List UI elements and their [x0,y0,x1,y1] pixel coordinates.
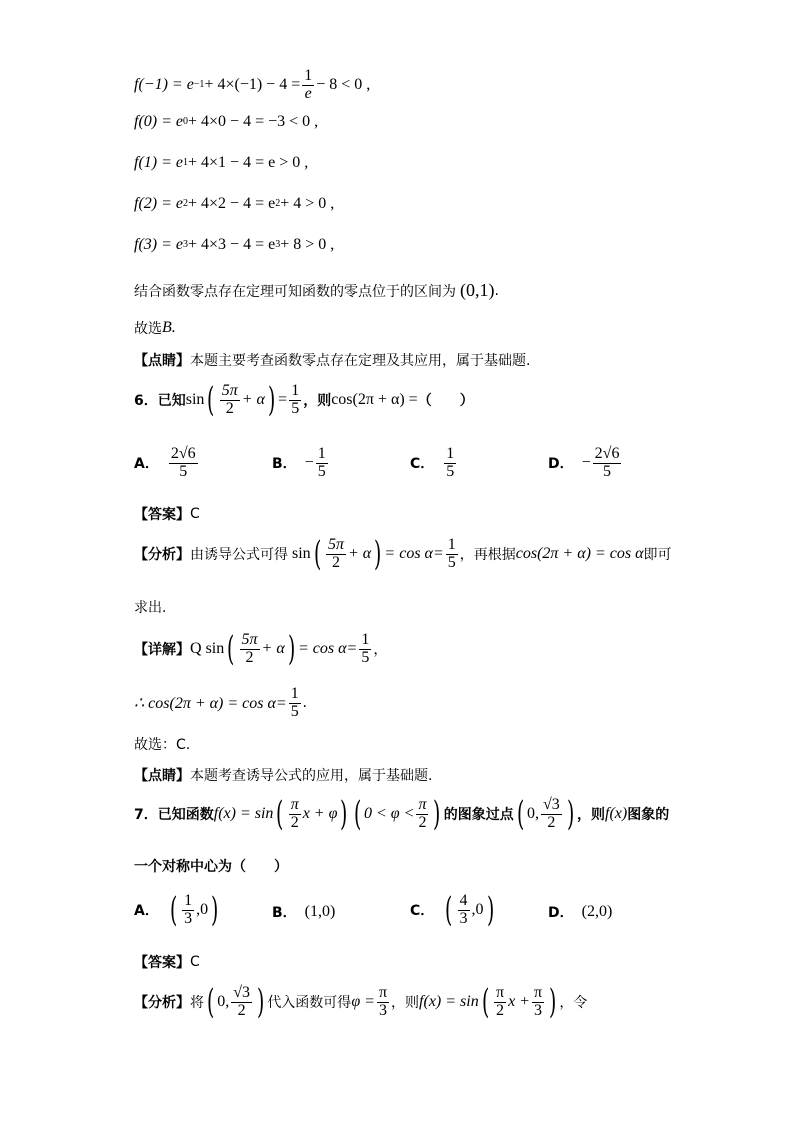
q7-phi-den: 3 [379,1001,387,1019]
q6-answer-tag: 【答案】 [134,507,190,523]
q6-choose-text: 故选：C. [134,737,191,753]
calc-5-lhs: f(3) = e [134,236,183,253]
q7-analysis-left-paren: ( [206,982,215,1023]
q6-answer-value: C [190,506,200,522]
q7-pt-left-paren: ( [516,794,524,835]
q7-analysis-b: 代入函数可得 [267,995,352,1012]
q6-plus-alpha: + α [241,391,265,409]
q7-fx3-den2: 3 [534,1001,542,1019]
q7-pt-den: 2 [547,813,556,831]
q6-option-c-num: 1 [446,445,455,462]
calc-4-end: + 4 > 0 , [280,195,335,212]
q6-analysis-rhs-den: 5 [447,553,456,571]
calc-1-mid: + 4×(−1) − 4 = [204,76,301,94]
q7-option-d-label: D． [548,905,574,921]
q6-option-d-den: 5 [603,462,612,480]
q7-analysis-den: 2 [237,1001,246,1019]
choose-b-text: 故选 [134,321,162,337]
q6-comment-text: 本题考查诱导公式的应用，属于基础题. [190,768,433,784]
q6-rhs-den: 5 [291,399,300,417]
q6-option-b[interactable] [272,446,330,481]
q6-detail-q: Q [190,640,202,658]
q7-analysis-pt-a: 0, [217,993,230,1011]
calc-3-end: + 4×1 − 4 = e > 0 , [188,154,309,171]
q6-right-paren: ) [267,380,276,421]
q7-answer-value: C [190,954,200,970]
q6-rhs-frac [289,383,301,418]
q6-answer [134,504,200,524]
conclusion-line [134,280,499,301]
q6-detail-left-paren: ( [227,629,235,670]
q7-right-paren: ) [340,794,348,835]
q7-option-c-tail: ,0 [471,901,484,919]
q6-analysis-rhs-frac [446,537,458,572]
q7-option-a-num: 1 [184,892,193,909]
q6-option-c-den: 5 [446,462,455,480]
q7-option-b[interactable] [272,902,335,922]
q6-option-d-sign: − [581,454,591,472]
calc-1-frac [302,68,314,103]
q6-option-b-label: B． [272,456,297,473]
calc-1-den: e [304,84,312,102]
q6-option-c[interactable] [410,446,458,481]
calc-5-end: + 8 > 0 , [280,236,335,253]
q7-phi-frac [377,985,389,1020]
q7-stem-e: 一个对称中心为（ ） [134,859,288,875]
q6-comment-tag: 【点睛】 [134,768,190,784]
calc-line-4: f(2) = e 2 + 4×2 − 4 = e 2 + 4 > 0 , [134,195,335,212]
q7-pt-a: 0, [526,805,539,823]
q7-pt-right-paren: ) [566,794,575,835]
conclusion-interval: (0,1) [460,280,495,300]
q6-option-a-den: 5 [179,462,188,480]
calc-1-end: − 8 < 0 , [316,76,371,94]
q7-analysis-right-paren: ) [257,982,265,1023]
conclusion-end: . [494,282,499,299]
q6-eq: = [278,391,288,409]
q7-cond-den: 2 [418,813,427,831]
q6-option-d-frac [593,446,622,481]
q7-analysis-a: 将 [190,995,204,1012]
q6-detail-frac [240,632,260,667]
q7-option-a-tail: ,0 [196,901,209,919]
q6-option-a[interactable] [134,446,200,481]
q6-frac-den: 2 [225,399,234,417]
q7-stem-2 [134,856,288,876]
q6-comment [134,765,432,785]
q6-therefore-end: . [302,694,307,712]
q7-option-a-label: A． [134,903,159,920]
q6-frac [220,383,240,418]
q6-analysis-tag: 【分析】 [134,547,190,564]
q7-fx3-frac2 [532,985,544,1020]
q6-rhs-num: 1 [291,382,300,399]
comment-5-tag: 【点睛】 [134,353,190,369]
calc-4-mid: + 4×2 − 4 = e [188,195,276,212]
q7-x-phi: x + φ [302,805,338,823]
q7-option-c-frac [458,893,470,928]
q7-option-c-label: C． [410,903,435,920]
calc-1-lhs: f(−1) = e [134,76,194,94]
calc-3-lhs: f(1) = e [134,154,183,171]
q7-fx3-frac1 [494,985,506,1020]
q7-analysis-frac [231,985,252,1020]
q7-pt-frac [541,797,562,832]
q6-detail-rhs-num: 1 [361,631,370,648]
calc-2-end: + 4×0 − 4 = −3 < 0 , [188,113,319,130]
q7-fx3-num1: π [495,984,505,1001]
q7-fx3-den1: 2 [496,1001,505,1019]
q7-option-a-right-paren: ) [211,890,219,931]
q7-cond: 0 < φ < [363,805,415,823]
q7-phi-eq: φ = [351,993,375,1011]
q7-cond-left-paren: ( [353,794,361,835]
q6-analysis-rhs-num: 1 [447,536,456,553]
q7-analysis-num: √3 [233,984,251,1001]
q6-option-b-num: 1 [317,445,326,462]
conclusion-text: 结合函数零点存在定理可知函数的零点位于的区间为 [134,283,456,300]
q7-fx3-num2: π [533,984,543,1001]
q7-answer [134,952,200,972]
q7-stem-c: ，则 [577,807,606,824]
q6-option-c-frac [444,446,456,481]
q6-frac-num: 5π [221,382,238,399]
q7-option-b-value: (1,0) [304,903,336,920]
q6-paren: （ ） [417,393,474,410]
q6-detail-rhs-den: 5 [361,648,370,666]
q7-left-paren: ( [276,794,284,835]
q6-detail-frac-den: 2 [245,648,254,666]
q7-pi-frac [289,797,301,832]
q6-analysis-frac [326,537,346,572]
calc-line-1: f(−1) = e −1 + 4×(−1) − 4 = $\frac{1}{e}$ − 8 < 0 , [134,67,371,102]
q6-option-a-num: 2√6 [170,445,196,462]
q7-stem-d: 图象的 [627,807,670,824]
q6-option-b-den: 5 [317,462,326,480]
q7-option-d[interactable] [548,902,612,922]
q6-option-a-frac [169,446,198,481]
choose-b-value: B. [162,319,176,336]
q6-analysis-right-paren: ) [374,534,382,575]
q6-analysis-sin: sin [292,545,311,563]
q6-stem-a: 6．已知 [134,393,186,410]
q6-option-d[interactable] [548,446,623,481]
q7-pi-den: 2 [290,813,299,831]
q7-option-a-frac [182,893,194,928]
q7-option-c[interactable] [410,890,497,931]
q6-analysis-frac-den: 2 [331,553,340,571]
q7-option-c-den: 3 [459,909,468,927]
q7-stem-b: 的图象过点 [443,807,514,824]
q6-detail-frac-num: 5π [241,631,258,648]
q6-detail-sin: sin [205,640,225,658]
q7-fx3: f(x) = sin [419,993,479,1011]
q7-option-c-num: 4 [459,892,468,909]
q6-sin: sin [185,391,205,409]
q7-fx3-right-paren: ) [549,982,557,1023]
q6-analysis-d: 即可 [643,547,672,564]
q6-therefore-text: ∴ cos(2π + α) = cos α= [134,695,287,713]
q7-option-b-label: B． [272,905,297,921]
q6-option-b-frac [316,446,328,481]
q7-phi-num: π [378,984,388,1001]
q6-option-b-sign: − [304,454,314,472]
q6-analysis-c: cos(2π + α) = cos α [515,545,644,563]
q7-pt-num: √3 [542,796,560,813]
q6-analysis-left-paren: ( [313,534,321,575]
q7-fx2: f(x) [605,805,628,823]
q7-x-plus: x + [508,993,530,1011]
choose-b-line [134,318,176,338]
q7-analysis-tag: 【分析】 [134,995,190,1012]
q7-option-a-den: 3 [184,909,193,927]
comment-5-line [134,350,530,370]
q6-therefore [134,686,307,721]
calc-line-2: f(0) = e 0 + 4×0 − 4 = −3 < 0 , [134,113,319,130]
q6-analysis-a: 由诱导公式可得 [190,547,288,564]
calc-2-lhs: f(0) = e [134,113,183,130]
q6-option-a-label: A． [134,456,159,473]
q6-analysis-frac-num: 5π [327,536,344,553]
q6-option-d-num: 2√6 [594,445,620,462]
calc-line-5: f(3) = e 3 + 4×3 − 4 = e 3 + 8 > 0 , [134,236,335,253]
q7-option-c-right-paren: ) [486,890,494,931]
q6-left-paren: ( [207,380,215,421]
q6-analysis-end [134,597,166,617]
q6-detail-tag: 【详解】 [134,642,190,659]
calc-4-lhs: f(2) = e [134,195,183,212]
q6-analysis [134,534,672,575]
q7-answer-tag: 【答案】 [134,955,190,971]
q6-detail-eq: = cos α= [297,640,358,658]
q7-fx3-left-paren: ( [481,982,489,1023]
q7-cond-right-paren: ) [433,794,441,835]
q7-cond-num: π [418,796,427,813]
q6-analysis-e: 求出. [134,600,167,616]
q6-detail-end: ， [373,642,388,659]
q6-analysis-b: ，再根据 [459,547,516,564]
calc-1-num: 1 [304,67,313,84]
q7-analysis-c: ，则 [391,995,420,1012]
q7-analysis [134,982,588,1023]
q6-detail-rhs-frac [359,632,371,667]
q7-analysis-d: ，令 [559,995,588,1012]
calc-5-mid: + 4×3 − 4 = e [188,236,276,253]
q6-option-d-label: D． [548,456,574,473]
q6-detail-right-paren: ) [287,629,295,670]
q7-pi-num: π [290,796,299,813]
q6-analysis-eq: = cos α= [384,545,444,563]
q7-cond-frac [416,797,428,832]
comment-5-text: 本题主要考查函数零点存在定理及其应用，属于基础题. [190,353,531,369]
q6-detail [134,629,388,670]
q6-choose [134,734,190,754]
q6-stem-b: ，则 [303,393,332,410]
calc-line-3: f(1) = e 1 + 4×1 − 4 = e > 0 , [134,154,309,171]
q7-option-a[interactable] [134,890,221,931]
q6-therefore-den: 5 [290,702,299,720]
q6-analysis-plus-alpha: + α [347,545,372,563]
q7-stem [134,794,670,835]
q7-fx: f(x) = sin [213,805,274,823]
q6-option-c-label: C． [410,456,435,473]
q7-stem-a: 7．已知函数 [134,807,214,824]
q6-detail-plus-alpha: + α [261,640,285,658]
q6-cos-expr: cos(2π + α) = [331,391,418,409]
q7-option-c-left-paren: ( [445,890,453,931]
q6-stem [134,380,474,421]
q6-therefore-frac [289,686,301,721]
q6-therefore-num: 1 [290,685,299,702]
q7-option-d-value: (2,0) [581,903,613,920]
q7-option-a-left-paren: ( [169,890,178,931]
